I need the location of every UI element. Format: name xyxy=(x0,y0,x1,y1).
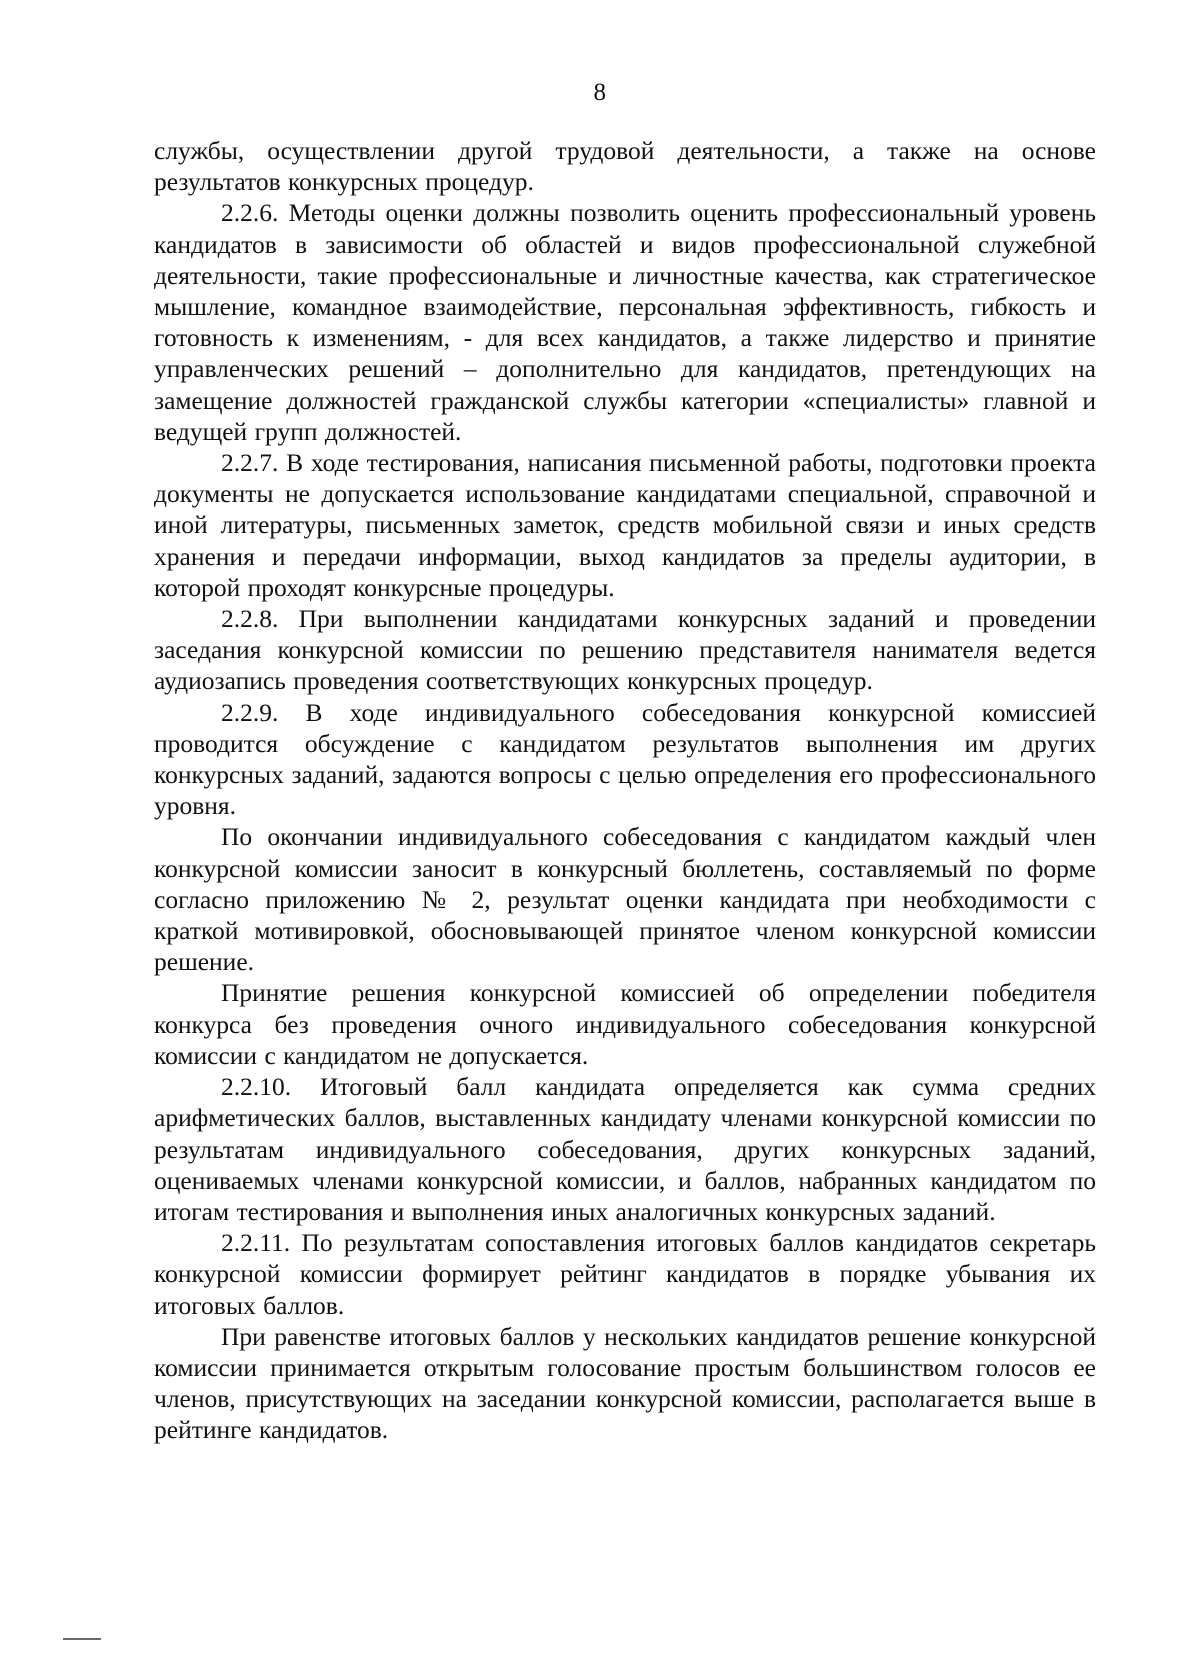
paragraph-2-2-8: 2.2.8. При выполнении кандидатами конкурсных заданий и проведении заседания конкурсной комиссии по решению представителя нанимателя ведется аудиозапись проведения соответствующих конкурсных процедур. xyxy=(154,604,1096,696)
paragraph-2-2-6: 2.2.6. Методы оценки должны позволить оценить профессиональный уровень кандидатов в зависимости об областей и видов профессиональной служебной деятельности, такие профессиональные и личностные качества, как стратегическое мышление, командное взаимодействие, персональная эффективность, гибкость и готовность к изменениям, - для всех кандидатов, а также лидерство и принятие управленческих решений – дополнительно для кандидатов, претендующих на замещение должностей гражданской службы категории «специалисты» главной и ведущей групп должностей. xyxy=(154,198,1096,446)
paragraph-winner-decision: Принятие решения конкурсной комиссией об определении победителя конкурса без проведения очного индивидуального собеседования конкурсной комиссии с кандидатом не допускается. xyxy=(154,978,1096,1070)
paragraph-2-2-10: 2.2.10. Итоговый балл кандидата определяется как сумма средних арифметических баллов, выставленных кандидату членами конкурсной комиссии по результатам индивидуального собеседования, других конкурсных заданий, оцениваемых членами конкурсной комиссии, и баллов, набранных кандидатом по итогам тестирования и выполнения иных аналогичных конкурсных заданий. xyxy=(154,1072,1096,1226)
document-body xyxy=(154,135,1096,1446)
paragraph-tie-rule: При равенстве итоговых баллов у нескольких кандидатов решение конкурсной комиссии принимается открытым голосование простым большинством голосов ее членов, присутствующих на заседании конкурсной комиссии, располагается выше в рейтинге кандидатов. xyxy=(154,1321,1096,1445)
paragraph-2-2-9: 2.2.9. В ходе индивидуального собеседования конкурсной комиссией проводится обсуждение с кандидатом результатов выполнения им других конкурсных заданий, задаются вопросы с целью определения его профессионального уровня. xyxy=(154,697,1096,821)
paragraph-2-2-11: 2.2.11. По результатам сопоставления итоговых баллов кандидатов секретарь конкурсной комиссии формирует рейтинг кандидатов в порядке убывания их итоговых баллов. xyxy=(154,1228,1096,1320)
paragraph-continuation: службы, осуществлении другой трудовой деятельности, а также на основе результатов конкурсных процедур. xyxy=(154,136,1096,197)
page-number: 8 xyxy=(593,79,607,106)
paragraph-2-2-7: 2.2.7. В ходе тестирования, написания письменной работы, подготовки проекта документы не допускается использование кандидатами специальной, справочной и иной литературы, письменных заметок, средств мобильной связи и иных средств хранения и передачи информации, выход кандидатов за пределы аудитории, в которой проходят конкурсные процедуры. xyxy=(154,448,1096,602)
scan-edge-mark xyxy=(63,1638,101,1640)
paragraph-ballot: По окончании индивидуального собеседования с кандидатом каждый член конкурсной комиссии заносит в конкурсный бюллетень, составляемый по форме согласно приложению № 2, результат оценки кандидата при необходимости с краткой мотивировкой, обосновывающей принятое членом конкурсной комиссии решение. xyxy=(154,822,1096,977)
